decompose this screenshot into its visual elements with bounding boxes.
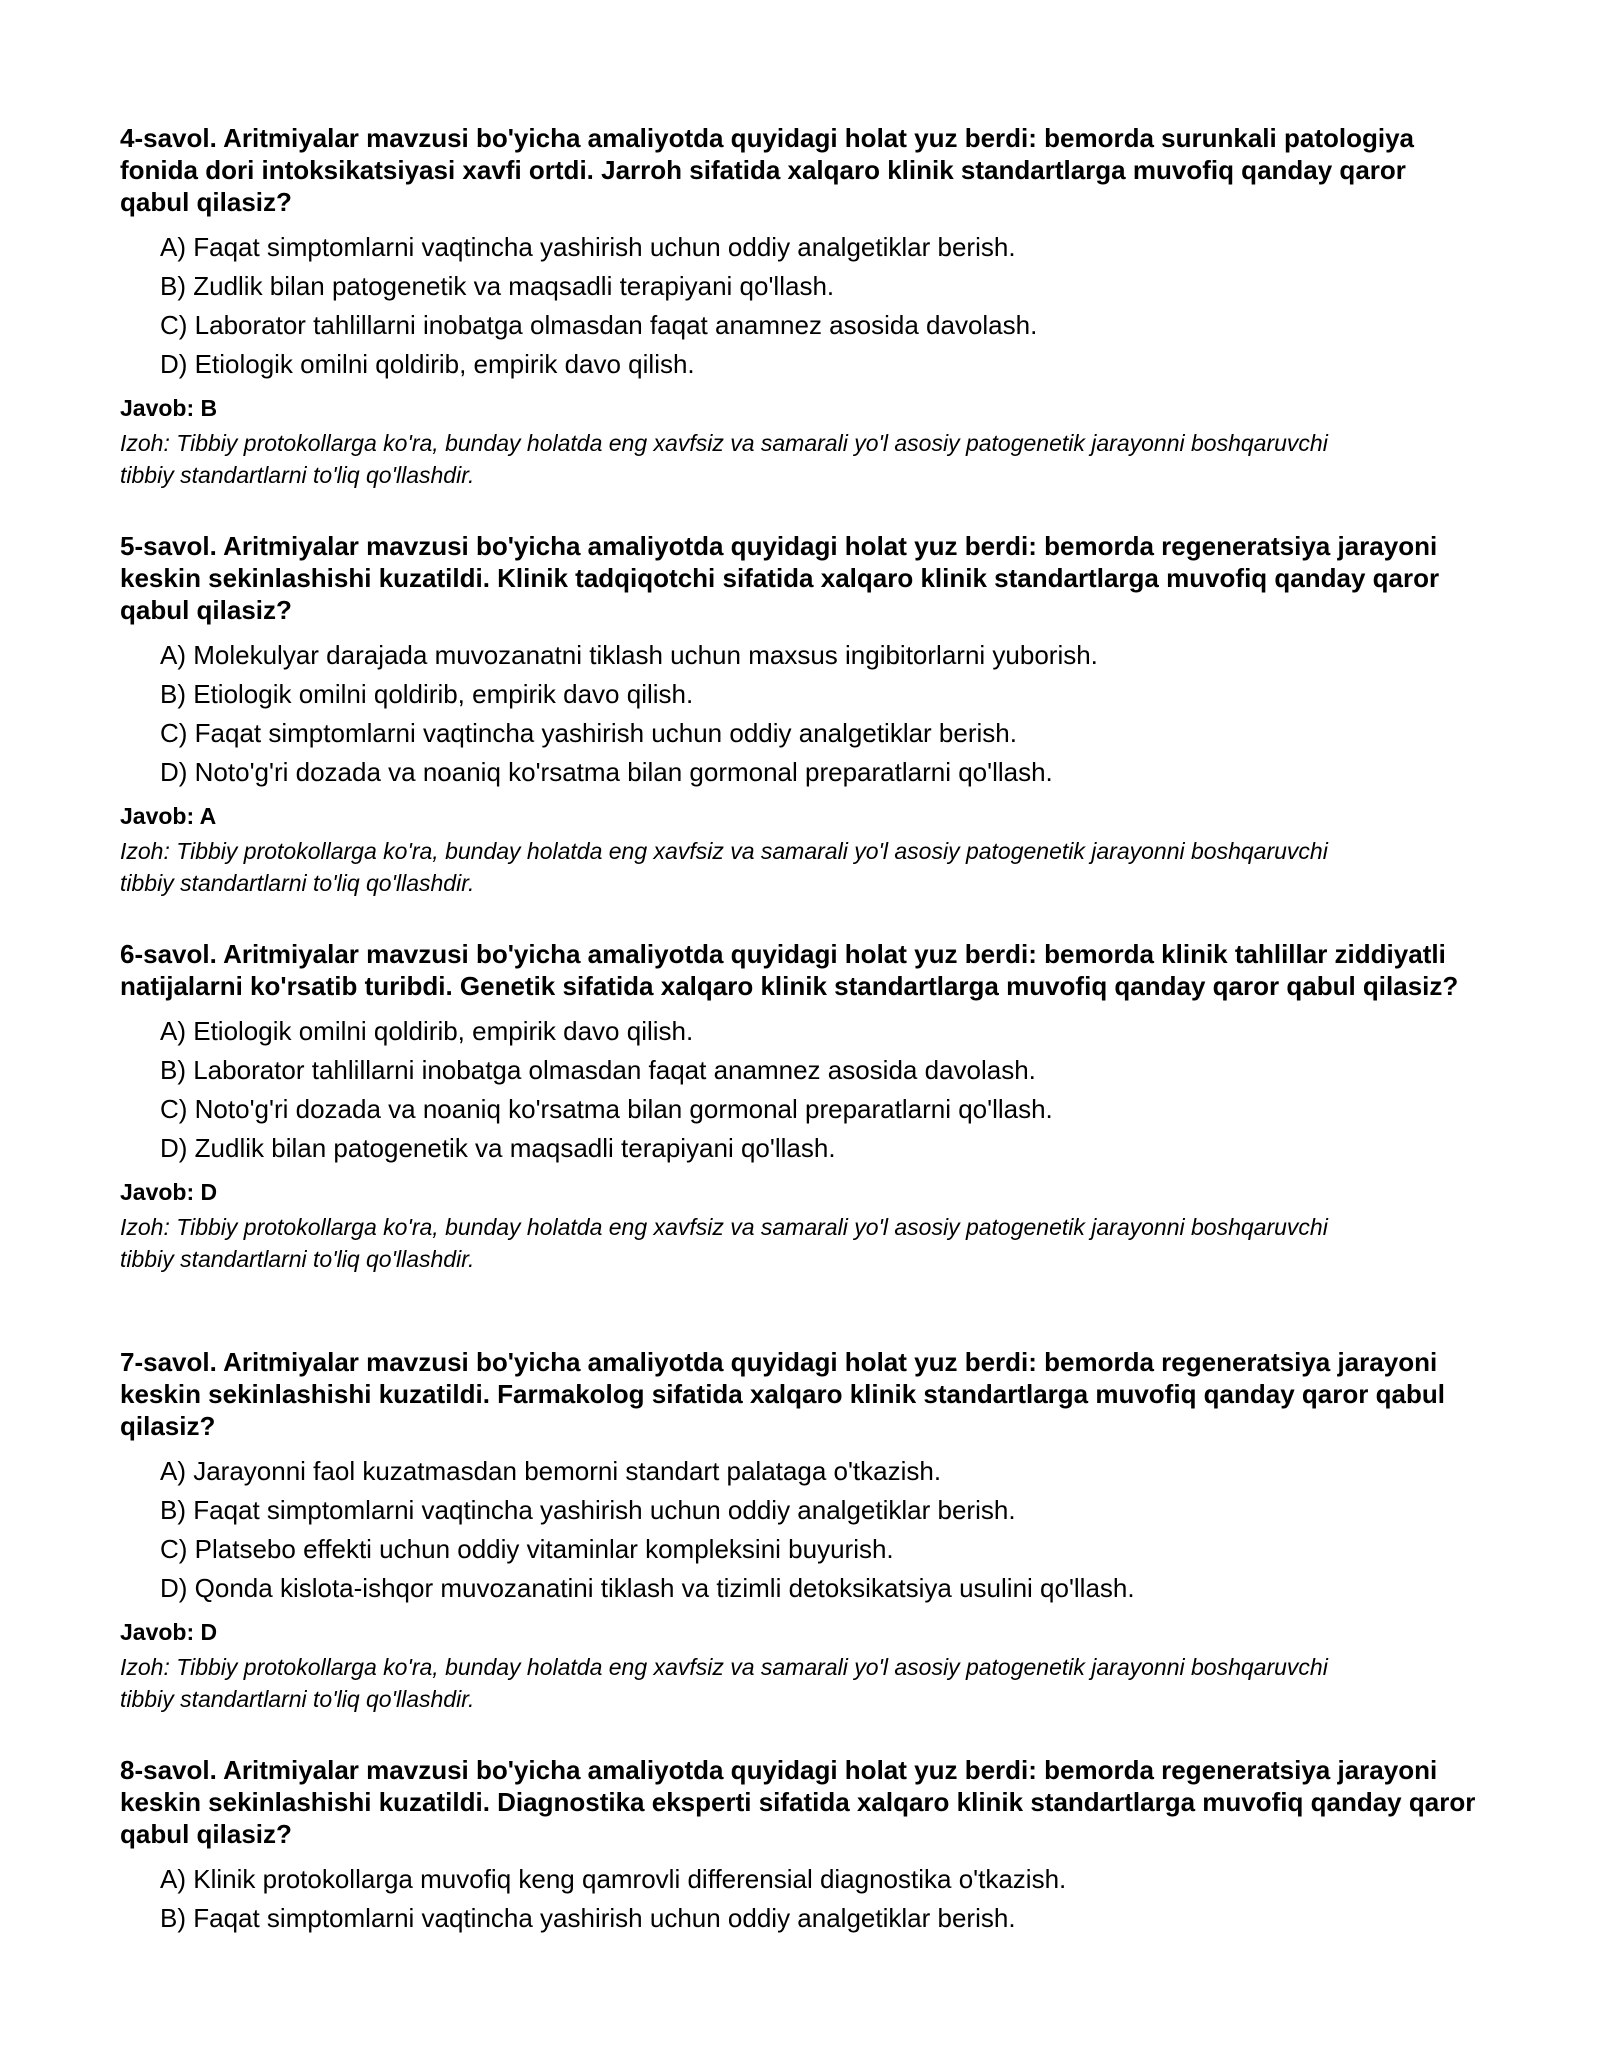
question-title: 8-savol. Aritmiyalar mavzusi bo'yicha amaliyotda quyidagi holat yuz berdi: bemorda regeneratsiya jarayoni keskin sekinlashishi kuzatildi. Diagnostika eksperti sifatida xalqaro klinik standartlarga muvofiq qanday qaror qabul qilasiz?	[120, 1755, 1476, 1849]
answer-line: Javob: D	[120, 1179, 218, 1205]
option-b: B) Faqat simptomlarni vaqtincha yashirish uchun oddiy analgetiklar berish.	[160, 1495, 1016, 1525]
options-list	[120, 636, 1480, 792]
option-b: B) Laborator tahlillarni inobatga olmasdan faqat anamnez asosida davolash.	[160, 1055, 1036, 1085]
explanation-note: Izoh: Tibbiy protokollarga ko'ra, bunday holatda eng xavfsiz va samarali yo'l asosiy patogenetik jarayonni boshqaruvchi tibbiy standartlarni to'liq qo'llashdir.	[120, 430, 1328, 488]
option-b: B) Etiologik omilni qoldirib, empirik davo qilish.	[160, 679, 694, 709]
option-c: C) Faqat simptomlarni vaqtincha yashirish uchun oddiy analgetiklar berish.	[160, 718, 1017, 748]
option-a: A) Molekulyar darajada muvozanatni tiklash uchun maxsus ingibitorlarni yuborish.	[160, 640, 1098, 670]
option-a: A) Etiologik omilni qoldirib, empirik davo qilish.	[160, 1016, 694, 1046]
options-list	[120, 1860, 1480, 1938]
question-title: 7-savol. Aritmiyalar mavzusi bo'yicha amaliyotda quyidagi holat yuz berdi: bemorda regeneratsiya jarayoni keskin sekinlashishi kuzatildi. Farmakolog sifatida xalqaro klinik standartlarga muvofiq qanday qaror qabul qilasiz?	[120, 1347, 1445, 1441]
explanation-note: Izoh: Tibbiy protokollarga ko'ra, bunday holatda eng xavfsiz va samarali yo'l asosiy patogenetik jarayonni boshqaruvchi tibbiy standartlarni to'liq qo'llashdir.	[120, 1214, 1328, 1272]
option-d: D) Etiologik omilni qoldirib, empirik davo qilish.	[160, 349, 695, 379]
option-c: C) Laborator tahlillarni inobatga olmasdan faqat anamnez asosida davolash.	[160, 310, 1038, 340]
options-list	[120, 228, 1480, 384]
question-7	[120, 1346, 1480, 1715]
option-d: D) Noto'g'ri dozada va noaniq ko'rsatma bilan gormonal preparatlarni qo'llash.	[160, 757, 1053, 787]
option-a: A) Jarayonni faol kuzatmasdan bemorni standart palataga o'tkazish.	[160, 1456, 942, 1486]
question-title: 4-savol. Aritmiyalar mavzusi bo'yicha amaliyotda quyidagi holat yuz berdi: bemorda surunkali patologiya fonida dori intoksikatsiyasi xavfi ortdi. Jarroh sifatida xalqaro klinik standartlarga muvofiq qanday qaror qabul qilasiz?	[120, 123, 1414, 217]
option-a: A) Faqat simptomlarni vaqtincha yashirish uchun oddiy analgetiklar berish.	[160, 232, 1016, 262]
question-4	[120, 122, 1480, 491]
question-title: 5-savol. Aritmiyalar mavzusi bo'yicha amaliyotda quyidagi holat yuz berdi: bemorda regeneratsiya jarayoni keskin sekinlashishi kuzatildi. Klinik tadqiqotchi sifatida xalqaro klinik standartlarga muvofiq qanday qaror qabul qilasiz?	[120, 531, 1440, 625]
option-d: D) Zudlik bilan patogenetik va maqsadli terapiyani qo'llash.	[160, 1133, 836, 1163]
option-c: C) Noto'g'ri dozada va noaniq ko'rsatma bilan gormonal preparatlarni qo'llash.	[160, 1094, 1053, 1124]
answer-line: Javob: A	[120, 803, 217, 829]
option-d: D) Qonda kislota-ishqor muvozanatini tiklash va tizimli detoksikatsiya usulini qo'llash.	[160, 1573, 1135, 1603]
explanation-note: Izoh: Tibbiy protokollarga ko'ra, bunday holatda eng xavfsiz va samarali yo'l asosiy patogenetik jarayonni boshqaruvchi tibbiy standartlarni to'liq qo'llashdir.	[120, 1654, 1328, 1712]
option-a: A) Klinik protokollarga muvofiq keng qamrovli differensial diagnostika o'tkazish.	[160, 1864, 1067, 1894]
option-c: C) Platsebo effekti uchun oddiy vitaminlar kompleksini buyurish.	[160, 1534, 894, 1564]
explanation-note: Izoh: Tibbiy protokollarga ko'ra, bunday holatda eng xavfsiz va samarali yo'l asosiy patogenetik jarayonni boshqaruvchi tibbiy standartlarni to'liq qo'llashdir.	[120, 838, 1328, 896]
answer-line: Javob: B	[120, 395, 218, 421]
option-b: B) Faqat simptomlarni vaqtincha yashirish uchun oddiy analgetiklar berish.	[160, 1903, 1016, 1933]
options-list	[120, 1452, 1480, 1608]
option-b: B) Zudlik bilan patogenetik va maqsadli terapiyani qo'llash.	[160, 271, 835, 301]
question-5	[120, 530, 1480, 899]
question-8	[120, 1754, 1480, 1938]
question-title: 6-savol. Aritmiyalar mavzusi bo'yicha amaliyotda quyidagi holat yuz berdi: bemorda klinik tahlillar ziddiyatli natijalarni ko'rsatib turibdi. Genetik sifatida xalqaro klinik standartlarga muvofiq qanday qaror qabul qilasiz?	[120, 939, 1459, 1001]
question-6	[120, 938, 1480, 1275]
answer-line: Javob: D	[120, 1619, 218, 1645]
options-list	[120, 1012, 1480, 1168]
